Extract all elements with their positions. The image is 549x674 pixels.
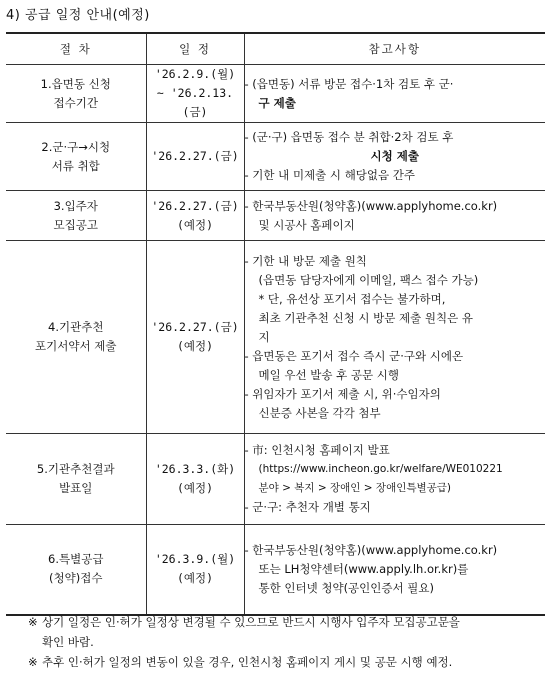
note-line: 및 시공사 홈페이지: [258, 217, 355, 232]
date-text: (예정): [176, 481, 214, 495]
date-text: '26.2.27.(금): [151, 198, 239, 213]
stage-cell: [6, 434, 146, 525]
note-line: - (읍면동) 서류 방문 접수·1차 검토 후 군·: [244, 76, 454, 91]
note-line: - 市: 인천시청 홈페이지 발표: [244, 443, 390, 457]
table-row: [6, 525, 545, 615]
note-line: 신분증 사본을 각각 첨부: [258, 405, 381, 420]
date-cell: [146, 525, 244, 615]
table-row: [6, 241, 545, 434]
date-text: '26.2.27.(금): [151, 149, 239, 163]
table-header-row: [6, 33, 545, 65]
note-line: 분야 > 복지 > 장애인 > 장애인특별공급): [258, 482, 452, 494]
note-line: 시청 제출: [370, 149, 419, 163]
date-text: (예정): [176, 339, 214, 353]
notes-cell: [244, 241, 545, 434]
footnote-text: 추후 인·허가 일정의 변동이 있을 경우, 인천시청 홈페이지 게시 및 공문 시행 예정.: [42, 655, 453, 669]
date-cell: [146, 434, 244, 525]
header-stage: 절 차: [6, 33, 146, 65]
schedule-table: [6, 32, 545, 616]
note-line: - 군·구: 추천자 개별 통지: [244, 500, 371, 514]
stage-text: 1.읍면동 신청: [40, 76, 111, 91]
note-line: 최초 기관추천 신청 시 방문 제출 원칙은 유: [258, 310, 473, 325]
date-cell: [146, 241, 244, 434]
stage-text: 발표일: [59, 481, 93, 495]
note-line: 통한 인터넷 청약(공인인증서 필요): [258, 580, 434, 595]
note-line: - 기한 내 미제출 시 해당없음 간주: [244, 168, 415, 182]
footnote-text: 상기 일정은 인·허가 일정상 변경될 수 있으므로 반드시 시행사 입주자 모집공고문을: [42, 615, 460, 629]
footnote-mark: ※: [28, 615, 38, 629]
date-cell: [146, 65, 244, 123]
section-heading: 4) 공급 일정 안내(예정): [6, 8, 150, 23]
note-line: - (군·구) 읍면동 접수 분 취합·2차 검토 후: [244, 130, 454, 144]
note-line: 구 제출: [258, 95, 296, 110]
table-row: [6, 191, 545, 241]
footnote: [28, 652, 543, 672]
date-text: '26.3.3.(화): [154, 462, 236, 476]
note-line: (읍면동 담당자에게 이메일, 팩스 접수 가능): [258, 272, 479, 287]
note-line: - 위임자가 포기서 제출 시, 위·수임자의: [244, 386, 441, 401]
notes-cell: [244, 65, 545, 123]
note-line: - 한국부동산원(청약홈)(www.applyhome.co.kr): [244, 542, 498, 557]
note-line: * 단, 유선상 포기서 접수는 불가하며,: [258, 291, 446, 306]
footnote: [28, 612, 538, 652]
date-cell: [146, 191, 244, 241]
stage-text: (청약)접수: [49, 571, 103, 586]
notes-cell: [244, 123, 545, 191]
note-line: - 읍면동은 포기서 접수 즉시 군·구와 시에온: [244, 348, 464, 363]
note-line: 지: [258, 329, 270, 344]
footnote-mark: ※: [28, 655, 38, 669]
notes-cell: [244, 191, 545, 241]
note-line: - 한국부동산원(청약홈)(www.applyhome.co.kr): [244, 198, 498, 213]
date-text: '26.2.27.(금): [151, 320, 239, 334]
table-row: [6, 123, 545, 191]
note-line: 또는 LH청약센터(www.apply.lh.or.kr)를: [258, 561, 469, 576]
stage-text: 접수기간: [53, 95, 98, 110]
stage-text: 서류 취합: [51, 158, 100, 173]
header-date: 일 정: [146, 33, 244, 65]
stage-text: 3.입주자: [53, 198, 98, 213]
date-text: '26.2.9.(월): [154, 67, 236, 81]
table-row: [6, 65, 545, 123]
footnote-continuation: 확인 바람.: [42, 635, 94, 649]
stage-cell: [6, 123, 146, 191]
date-text: (예정): [176, 217, 214, 232]
stage-cell: [6, 525, 146, 615]
date-text: (예정): [176, 571, 214, 586]
stage-cell: [6, 241, 146, 434]
note-line: (https://www.incheon.go.kr/welfare/WE010221: [258, 463, 503, 475]
notes-cell: [244, 434, 545, 525]
note-line: - 기한 내 방문 제출 원칙: [244, 253, 367, 268]
date-text: '26.3.9.(월): [154, 552, 236, 567]
stage-text: 6.특별공급: [48, 552, 104, 567]
stage-text: 포기서약서 제출: [35, 339, 117, 353]
stage-cell: [6, 191, 146, 241]
stage-text: 4.기관추천: [48, 320, 104, 334]
notes-cell: [244, 525, 545, 615]
stage-text: 5.기관추천결과: [36, 462, 115, 476]
date-text: ~ '26.2.13.(금): [156, 86, 234, 119]
date-cell: [146, 123, 244, 191]
stage-text: 2.군·구→시청: [41, 139, 111, 154]
stage-cell: [6, 65, 146, 123]
table-row: [6, 434, 545, 525]
note-line: 메일 우선 발송 후 공문 시행: [258, 367, 399, 382]
header-notes: 참고사항: [244, 33, 545, 65]
stage-text: 모집공고: [53, 217, 98, 232]
